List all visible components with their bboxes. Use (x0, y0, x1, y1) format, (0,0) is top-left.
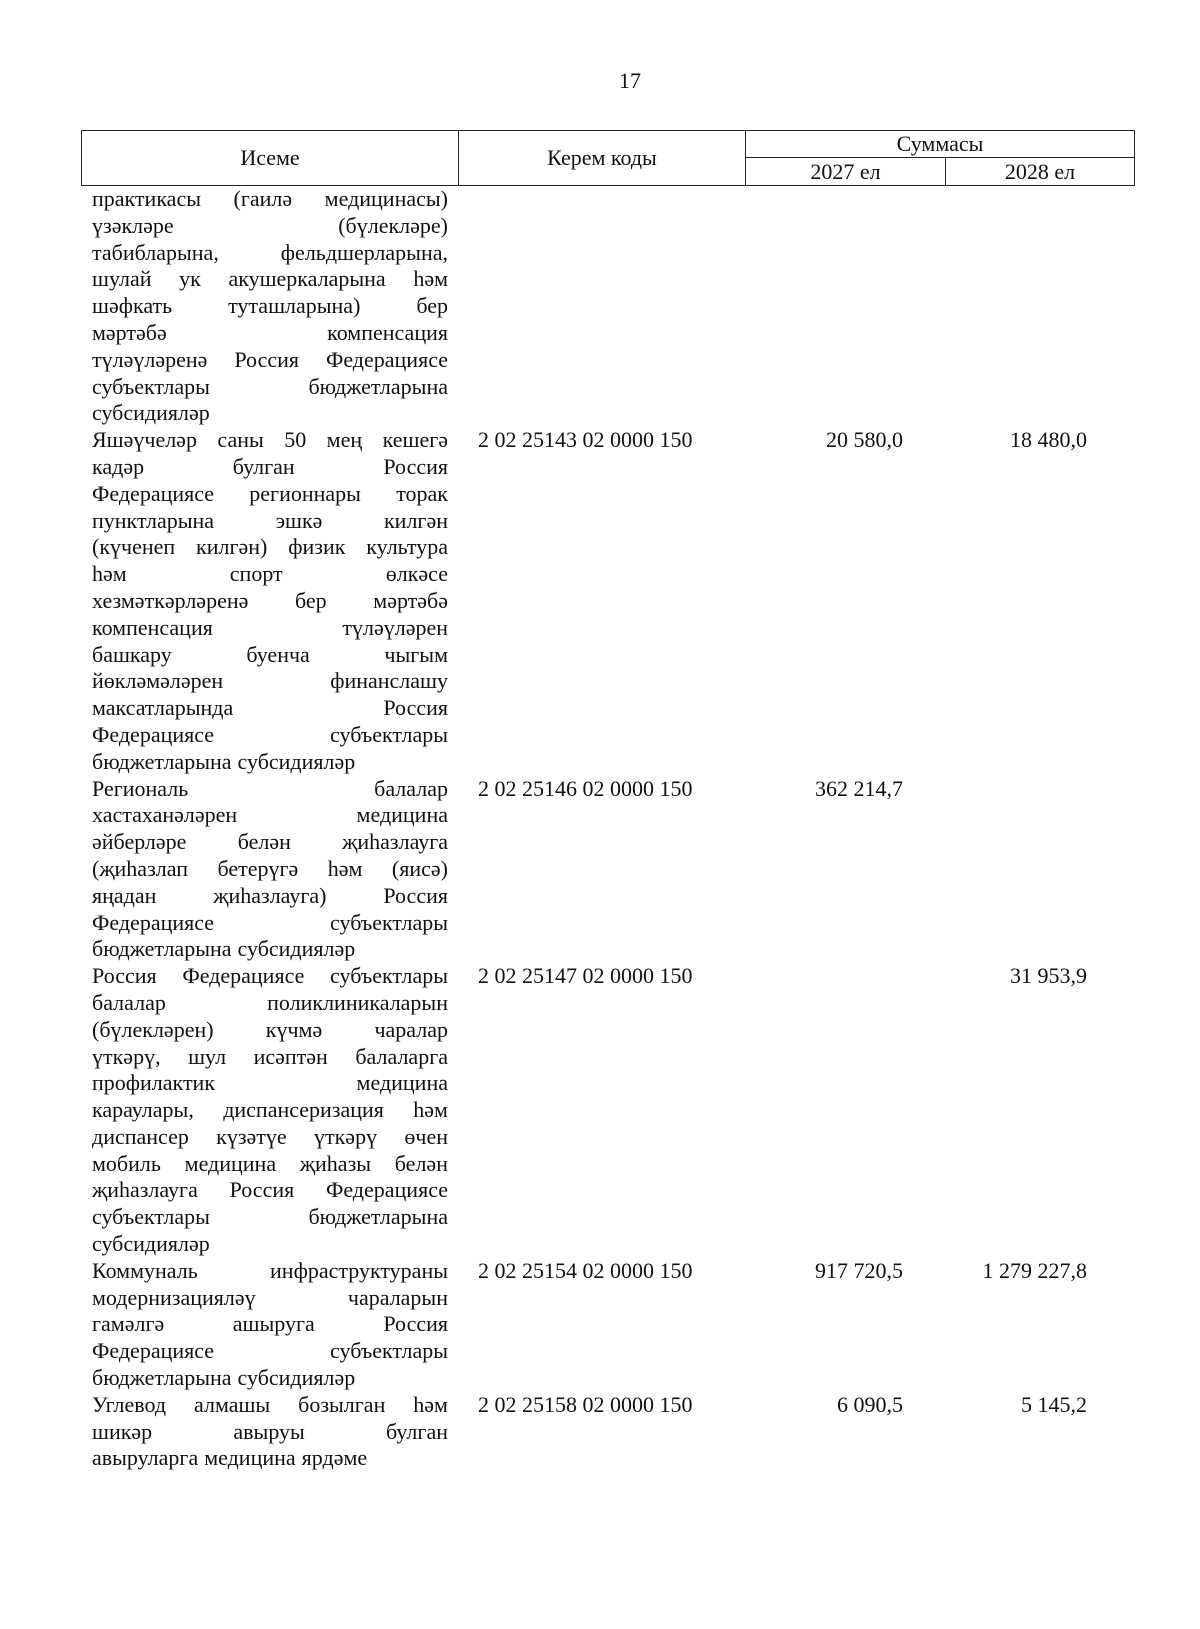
row-name (92, 1258, 448, 1392)
header-year-2028: 2028 ел (1004, 158, 1076, 184)
header-code: Керем коды (459, 131, 746, 185)
name-line: мобиль медицина җиһазы белән (92, 1150, 448, 1176)
table-row (92, 1258, 1132, 1392)
name-line: пунктларына эшкә килгән (92, 507, 448, 533)
table-row (92, 776, 1132, 964)
row-value-2028: 31 953,9 (1010, 963, 1087, 989)
name-line: бюджетларына субсидияләр (92, 748, 356, 774)
name-line: кадәр булган Россия (92, 453, 448, 479)
name-line: Региональ балалар (92, 775, 448, 801)
name-line: практикасы (гаилә медицинасы) (92, 186, 448, 211)
name-line: максатларында Россия (92, 695, 448, 721)
name-line: гамәлгә ашыруга Россия (92, 1311, 448, 1337)
table-header (81, 130, 1135, 186)
header-sum: Суммасы (746, 131, 1134, 158)
row-name (92, 1392, 448, 1472)
header-year-2027: 2027 ел (746, 158, 946, 185)
name-line: Федерациясе субъектлары (92, 909, 448, 935)
name-line: субъектлары бюджетларына (92, 1204, 448, 1230)
table-row (92, 963, 1132, 1258)
row-value-2028: 1 279 227,8 (982, 1257, 1087, 1283)
name-line: Яшәүчеләр саны 50 мең кешегә (92, 427, 448, 453)
name-line: шулай ук акушеркаларына һәм (92, 266, 448, 292)
row-code: 2 02 25158 02 0000 150 (478, 1391, 693, 1417)
name-line: җиһазлауга Россия Федерациясе (92, 1177, 448, 1203)
header-name: Исеме (82, 131, 459, 185)
name-line: йөкләмәләрен финанслашу (92, 668, 448, 694)
table-body (92, 186, 1132, 1472)
row-name (92, 186, 448, 427)
row-name (92, 776, 448, 964)
name-line: бюджетларына субсидияләр (92, 1365, 356, 1391)
row-value-2027: 6 090,5 (837, 1391, 903, 1417)
name-line: Федерациясе регионнары торак (92, 480, 448, 506)
name-line: шәфкать туташларына) бер (92, 293, 448, 319)
row-value-2027: 20 580,0 (826, 427, 903, 453)
row-value-2027: 917 720,5 (815, 1257, 903, 1283)
name-line: мәртәбә компенсация (92, 319, 448, 345)
name-line: хастаханәләрен медицина (92, 802, 448, 828)
row-code: 2 02 25143 02 0000 150 (478, 427, 693, 453)
name-line: Россия Федерациясе субъектлары (92, 963, 448, 989)
row-name (92, 427, 448, 775)
name-line: башкару буенча чыгым (92, 641, 448, 667)
name-line: субсидияләр (92, 1231, 210, 1257)
name-line: Федерациясе субъектлары (92, 721, 448, 747)
page-number: 17 (619, 68, 641, 93)
name-line: балалар поликлиникаларын (92, 989, 448, 1015)
name-line: һәм спорт өлкәсе (92, 561, 448, 587)
row-code: 2 02 25146 02 0000 150 (478, 775, 693, 801)
name-line: профилактик медицина (92, 1070, 448, 1096)
row-value-2028: 5 145,2 (1021, 1391, 1087, 1417)
table-row (92, 186, 1132, 427)
name-line: бюджетларына субсидияләр (92, 936, 356, 962)
name-line: (күченеп килгән) физик культура (92, 534, 448, 560)
name-line: караулары, диспансеризация һәм (92, 1097, 448, 1123)
name-line: табибларына, фельдшерларына, (92, 239, 448, 265)
name-line: әйберләре белән җиһазлауга (92, 829, 448, 855)
row-code: 2 02 25147 02 0000 150 (478, 963, 693, 989)
name-line: модернизацияләү чараларын (92, 1284, 448, 1310)
name-line: субсидияләр (92, 400, 210, 426)
table-row (92, 427, 1132, 775)
row-name (92, 963, 448, 1258)
name-line: яңадан җиһазлауга) Россия (92, 882, 448, 908)
name-line: субъектлары бюджетларына (92, 373, 448, 399)
table-row (92, 1392, 1132, 1472)
name-line: диспансер күзәтүе үткәрү өчен (92, 1123, 448, 1149)
name-line: хезмәткәрләренә бер мәртәбә (92, 587, 448, 613)
row-code: 2 02 25154 02 0000 150 (478, 1257, 693, 1283)
name-line: компенсация түләүләрен (92, 614, 448, 640)
name-line: Коммуналь инфраструктураны (92, 1257, 448, 1283)
name-line: Углевод алмашы бозылган һәм (92, 1391, 448, 1417)
row-value-2027: 362 214,7 (815, 775, 903, 801)
name-line: (җиһазлап бетерүгә һәм (яисә) (92, 855, 448, 881)
name-line: үткәрү, шул исәптән балаларга (92, 1043, 448, 1069)
name-line: (бүлекләрен) күчмә чаралар (92, 1016, 448, 1042)
name-line: Федерациясе субъектлары (92, 1338, 448, 1364)
name-line: түләүләренә Россия Федерациясе (92, 346, 448, 372)
name-line: үзәкләре (бүлекләре) (92, 212, 448, 238)
row-value-2028: 18 480,0 (1010, 427, 1087, 453)
name-line: авыруларга медицина ярдәме (92, 1445, 368, 1471)
name-line: шикәр авыруы булган (92, 1418, 448, 1444)
